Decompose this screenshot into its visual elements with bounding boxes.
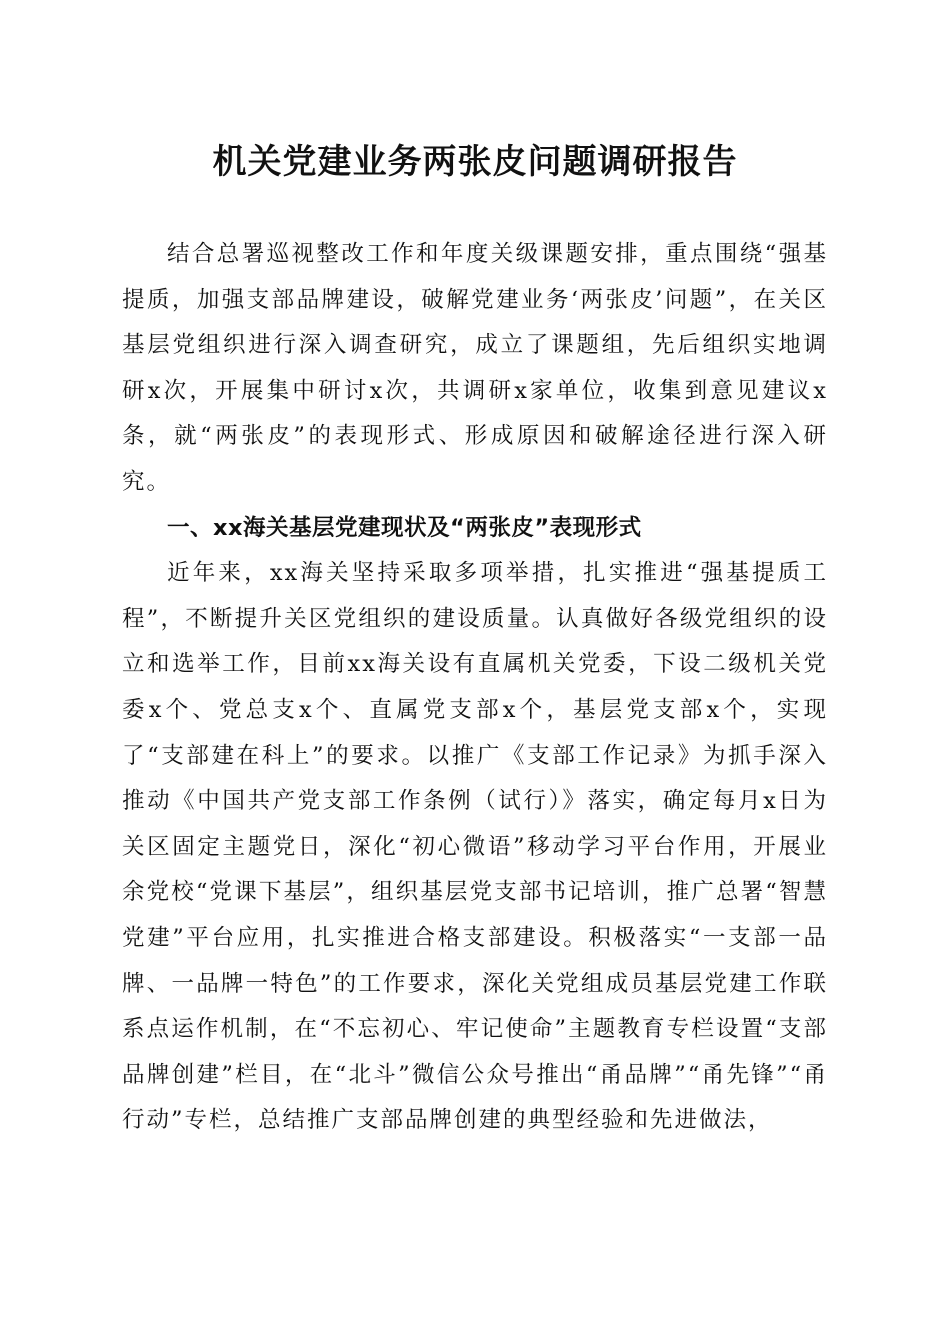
section-1-heading: 一、xx海关基层党建现状及“两张皮”表现形式 [167,514,642,541]
intro-paragraph: 结合总署巡视整改工作和年度关级课题安排，重点围绕“强基提质，加强支部品牌建设，破解党建业务‘两张皮’问题”，在关区基层党组织进行深入调查研究，成立了课题组，先后组织实地调研x次，开展集中研讨x次，共调研x家单位，收集到意见建议x条，就“两张皮”的表现形式、形成原因和破解途径进行深入研究。 [122,241,828,495]
document-title: 机关党建业务两张皮问题调研报告 [212,142,738,182]
document-body [122,232,828,1144]
section-1-paragraph: 近年来，xx海关坚持采取多项举措，扎实推进“强基提质工程”，不断提升关区党组织的建设质量。认真做好各级党组织的设立和选举工作，目前xx海关设有直属机关党委，下设二级机关党委x个、党总支x个、直属党支部x个，基层党支部x个，实现了“支部建在科上”的要求。以推广《支部工作记录》为抓手深入推动《中国共产党支部工作条例（试行）》落实，确定每月x日为关区固定主题党日，深化“初心微语”移动学习平台作用，开展业余党校“党课下基层”，组织基层党支部书记培训，推广总署“智慧党建”平台应用，扎实推进合格支部建设。积极落实“一支部一品牌、一品牌一特色”的工作要求，深化关党组成员基层党建工作联系点运作机制，在“不忘初心、牢记使命”主题教育专栏设置“支部品牌创建”栏目，在“北斗”微信公众号推出“甬品牌”“甬先锋”“甬行动”专栏，总结推广支部品牌创建的典型经验和先进做法， [122,560,828,1134]
